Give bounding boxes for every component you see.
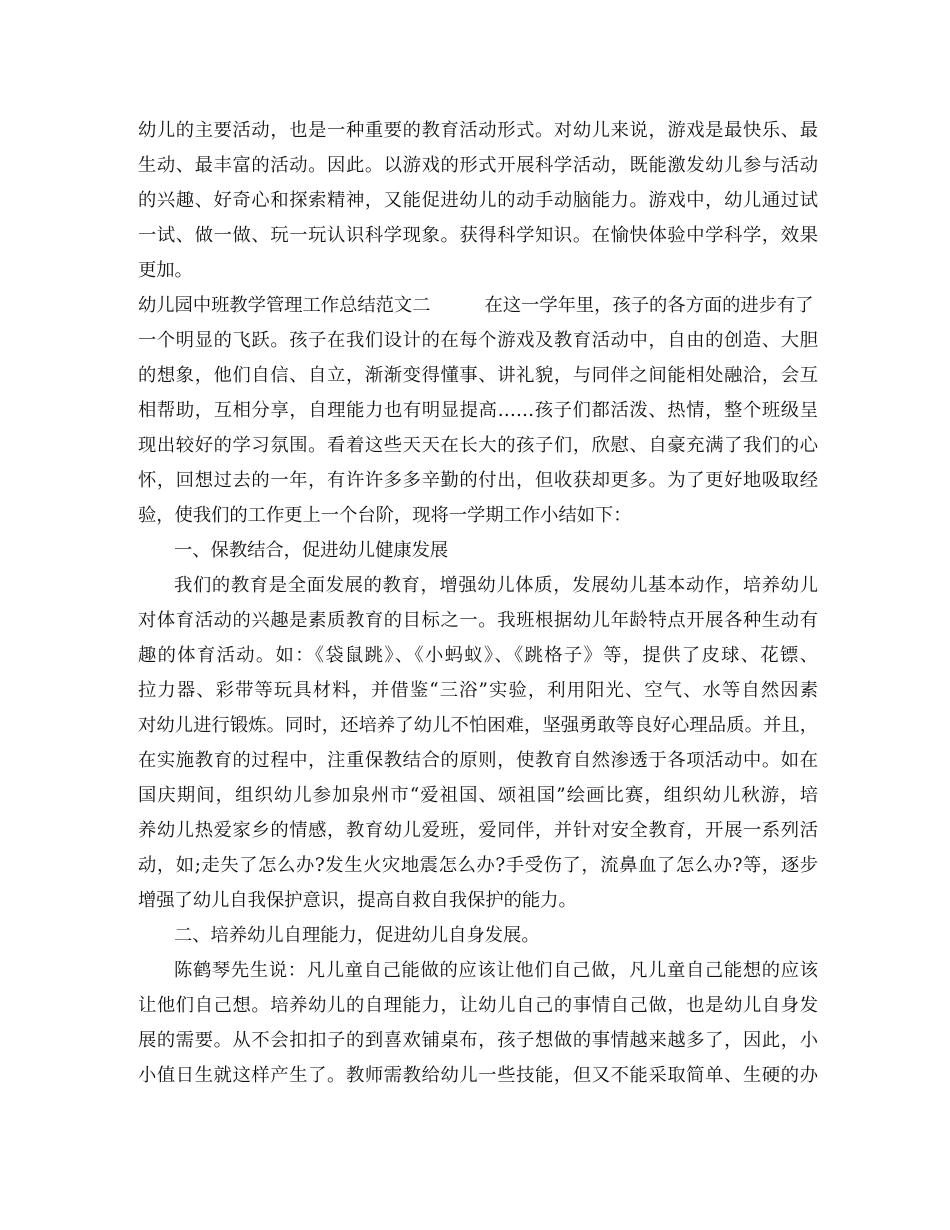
paragraph-line: 国庆期间，组织幼儿参加泉州市“爱祖国、颂祖国”绘画比赛，组织幼儿秋游，培 — [138, 785, 818, 806]
paragraph-line: 展的需要。从不会扣扣子的到喜欢铺桌布，孩子想做的事情越来越多了，因此，小 — [138, 1030, 818, 1051]
section-heading-line — [138, 292, 818, 320]
paragraph-line: 趣的体育活动。如：《袋鼠跳》、《小蚂蚁》、《跳格子》等，提供了皮球、花镖、 — [138, 645, 818, 666]
paragraph-line: 的想象，他们自信、自立，渐渐变得懂事、讲礼貌，与同伴之间能相处融洽，会互 — [138, 365, 818, 386]
paragraph-line: 一试、做一做、玩一玩认识科学现象。获得科学知识。在愉快体验中学科学，效果 — [138, 225, 818, 246]
paragraph-line: 小值日生就这样产生了。教师需教给幼儿一些技能，但又不能采取简单、生硬的办 — [138, 1065, 818, 1086]
paragraph-line: 相帮助，互相分享，自理能力也有明显提高……孩子们都活泼、热情，整个班级呈 — [138, 400, 818, 421]
paragraph-line: 增强了幼儿自我保护意识，提高自救自我保护的能力。 — [138, 890, 577, 911]
paragraph-line: 更加。 — [138, 260, 193, 281]
paragraph-line: 验，使我们的工作更上一个台阶，现将一学期工作小结如下： — [138, 505, 632, 526]
paragraph-line: 对体育活动的兴趣是素质教育的目标之一。我班根据幼儿年龄特点开展各种生动有 — [138, 610, 818, 631]
subheading-1: 一、保教结合，促进幼儿健康发展 — [174, 540, 449, 561]
subheading-2: 二、培养幼儿自理能力，促进幼儿自身发展。 — [174, 925, 540, 946]
paragraph-line: 动，如;走失了怎么办?发生火灾地震怎么办?手受伤了，流鼻血了怎么办?等，逐步 — [138, 855, 818, 876]
section-lead-text: 在这一学年里，孩子的各方面的进步有了 — [484, 295, 814, 316]
section-title: 幼儿园中班教学管理工作总结范文二 — [138, 295, 431, 316]
paragraph-line: 在实施教育的过程中，注重保教结合的原则，使教育自然渗透于各项活动中。如在 — [138, 750, 818, 771]
paragraph-line: 陈鹤琴先生说：凡儿童自己能做的应该让他们自己做，凡儿童自己能想的应该 — [174, 960, 818, 981]
paragraph-line: 生动、最丰富的活动。因此。以游戏的形式开展科学活动，既能激发幼儿参与活动 — [138, 155, 818, 176]
paragraph-line: 现出较好的学习氛围。看着这些天天在长大的孩子们，欣慰、自豪充满了我们的心 — [138, 435, 818, 456]
paragraph-line: 的兴趣、好奇心和探索精神，又能促进幼儿的动手动脑能力。游戏中，幼儿通过试 — [138, 190, 818, 211]
paragraph-line: 幼儿的主要活动，也是一种重要的教育活动形式。对幼儿来说，游戏是最快乐、最 — [138, 120, 818, 141]
paragraph-line: 我们的教育是全面发展的教育，增强幼儿体质，发展幼儿基本动作，培养幼儿 — [174, 575, 818, 596]
paragraph-line: 拉力器、彩带等玩具材料，并借鉴“三浴”实验，利用阳光、空气、水等自然因素 — [138, 680, 818, 701]
paragraph-line: 怀，回想过去的一年，有许许多多辛勤的付出，但收获却更多。为了更好地吸取经 — [138, 470, 818, 491]
paragraph-line: 对幼儿进行锻炼。同时，还培养了幼儿不怕困难，坚强勇敢等良好心理品质。并且， — [138, 715, 818, 736]
paragraph-line: 让他们自己想。培养幼儿的自理能力，让幼儿自己的事情自己做，也是幼儿自身发 — [138, 995, 818, 1016]
paragraph-line: 一个明显的飞跃。孩子在我们设计的在每个游戏及教育活动中，自由的创造、大胆 — [138, 330, 818, 351]
paragraph-line: 养幼儿热爱家乡的情感，教育幼儿爱班，爱同伴，并针对安全教育，开展一系列活 — [138, 820, 818, 841]
